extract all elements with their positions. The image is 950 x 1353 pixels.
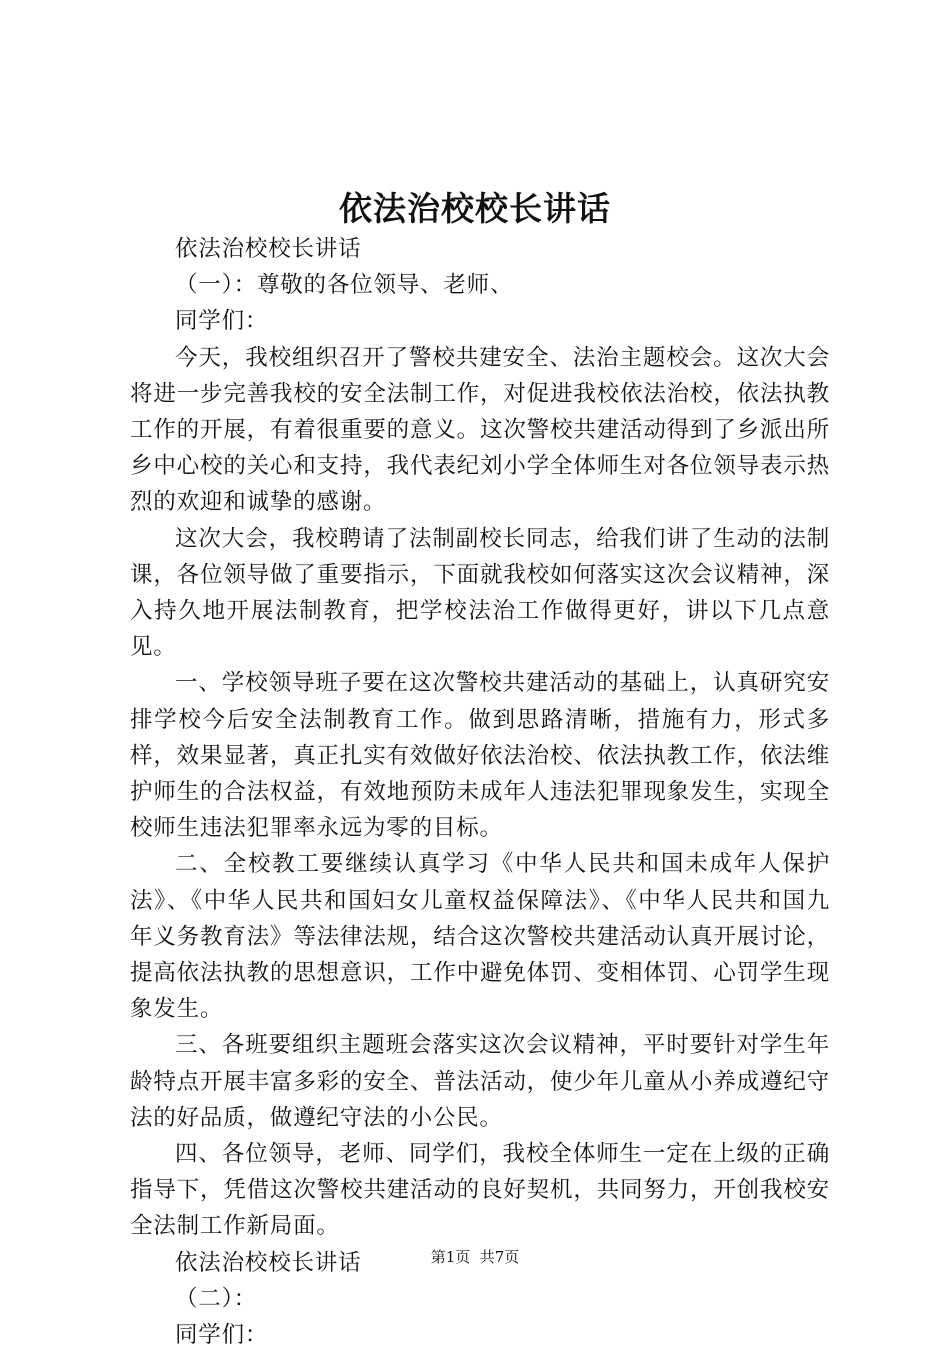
page-number: 第1页 共7页: [430, 1248, 520, 1266]
document-title: 依法治校校长讲话: [339, 189, 611, 228]
paragraph-point-4: 四、各位领导，老师、同学们，我校全体师生一定在上级的正确指导下，凭借这次警校共建活动的良好契机，共同努力，开创我校安全法制工作新局面。: [130, 1141, 830, 1240]
paragraph-section-2: （二）：: [175, 1285, 257, 1312]
paragraph-heading: 依法治校校长讲话: [175, 236, 362, 262]
page-footer: [0, 1246, 950, 1268]
paragraph-point-3: 三、各班要组织主题班会落实这次会议精神，平时要针对学生年龄特点开展丰富多彩的安全、普法活动，使少年儿童从小养成遵纪守法的好品质，做遵纪守法的小公民。: [130, 1032, 830, 1131]
document-body: [130, 231, 830, 1353]
paragraph-salutation-1: （一）：尊敬的各位领导、老师、: [175, 272, 514, 299]
paragraph-intro: 今天，我校组织召开了警校共建安全、法治主题校会。这次大会将进一步完善我校的安全法制工作，对促进我校依法治校，依法执教工作的开展，有着很重要的意义。这次警校共建活动得到了乡派出所乡中心校的关心和支持，我代表纪刘小学全体师生对各位领导表示热烈的欢迎和诚挚的感谢。: [130, 344, 830, 516]
paragraph-point-2: 二、全校教工要继续认真学习《中华人民共和国未成年人保护法》、《中华人民共和国妇女儿童权益保障法》、《中华人民共和国九年义务教育法》等法律法规，结合这次警校共建活动认真开展讨论，提高依法执教的思想意识，工作中避免体罚、变相体罚、心罚学生现象发生。: [130, 851, 830, 1023]
paragraph-point-1: 一、学校领导班子要在这次警校共建活动的基础上，认真研究安排学校今后安全法制教育工作。做到思路清晰，措施有力，形式多样，效果显著，真正扎实有效做好依法治校、依法执教工作，依法维护师生的合法权益，有效地预防未成年人违法犯罪现象发生，实现全校师生违法犯罪率永远为零的目标。: [130, 670, 830, 842]
paragraph-heading-2: 依法治校校长讲话: [175, 1249, 362, 1276]
paragraph-salutation-2: 同学们：: [175, 308, 269, 335]
paragraph-meeting: 这次大会，我校聘请了法制副校长同志，给我们讲了生动的法制课，各位领导做了重要指示，下面就我校如何落实这次会议精神，深入持久地开展法制教育，把学校法治工作做得更好，讲以下几点意见。: [130, 525, 830, 661]
paragraph-salutation-3: 同学们：: [175, 1322, 269, 1349]
